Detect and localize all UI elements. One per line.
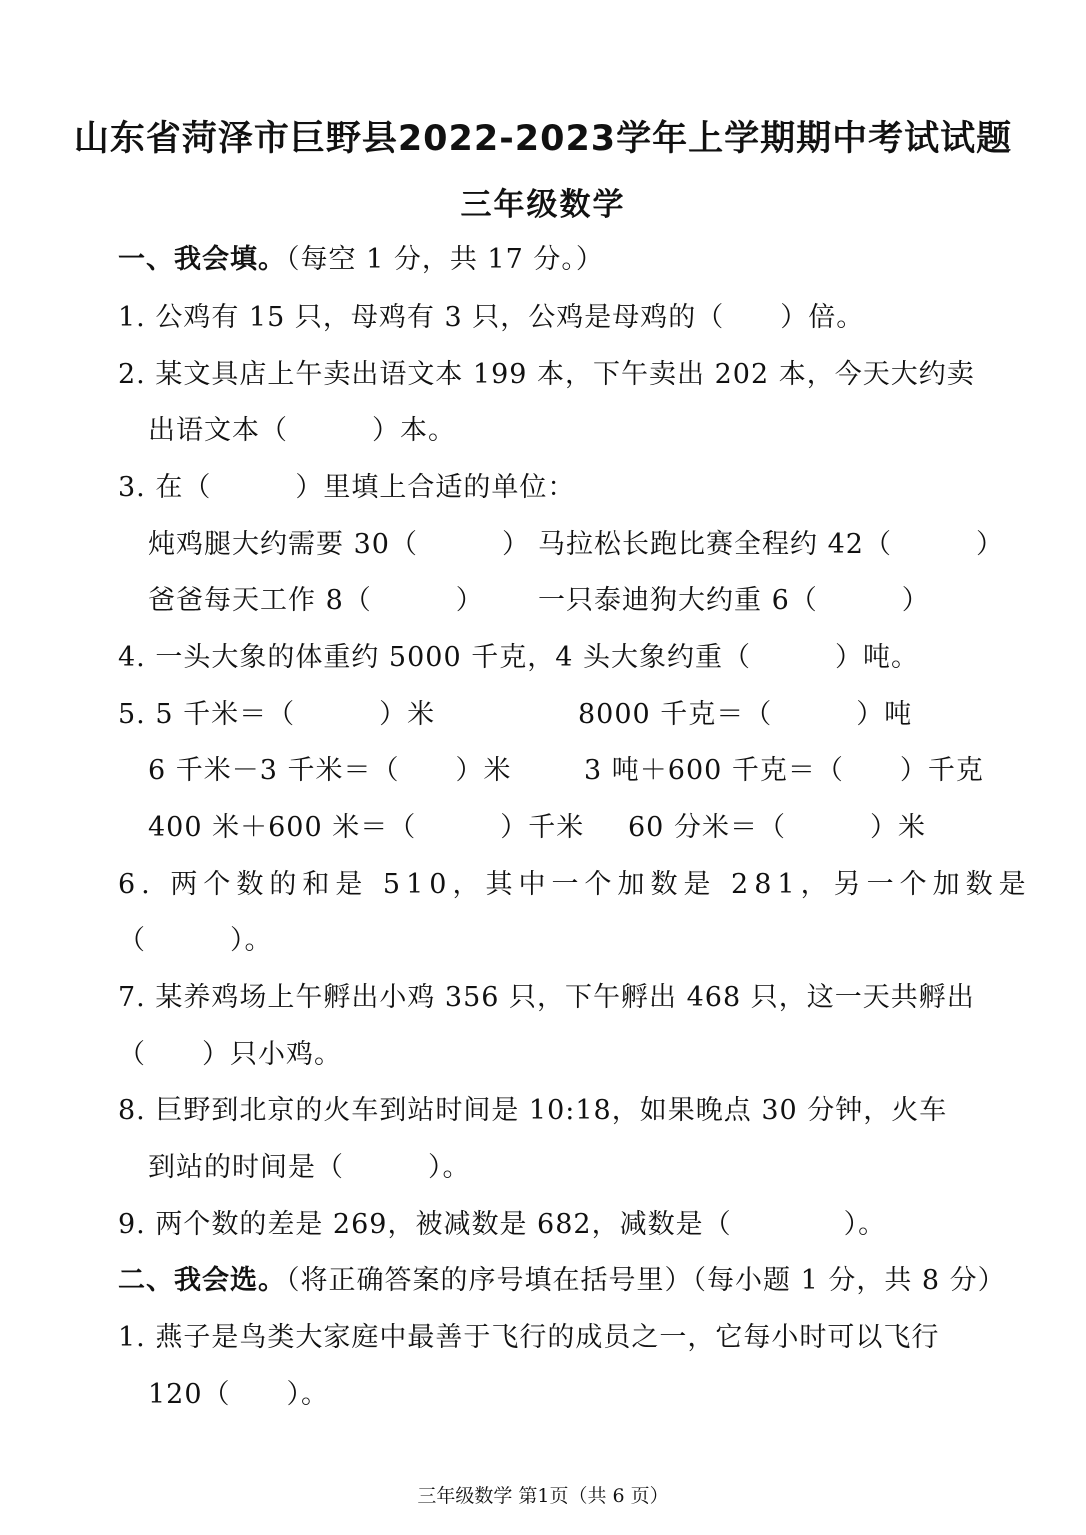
- question-1-3-item-c: 爸爸每天工作 8（ ）: [148, 585, 484, 616]
- question-1-3-item-b: 马拉松长跑比赛全程约 42（ ）: [538, 529, 1004, 560]
- question-1-5-item-d: 3 吨＋600 千克＝（ ）千克: [584, 755, 984, 786]
- question-1-1: 1. 公鸡有 15 只，母鸡有 3 只，公鸡是母鸡的（ ）倍。: [118, 302, 865, 333]
- question-1-5-item-f: 60 分米＝（ ）米: [628, 812, 926, 843]
- section-2-header: [118, 1267, 1006, 1294]
- question-1-3-item-d: 一只泰迪狗大约重 6（ ）: [538, 585, 930, 616]
- page-footer: 三年级数学 第1页（共 6 页）: [417, 1485, 669, 1507]
- question-1-2-line-1: 2. 某文具店上午卖出语文本 199 本，下午卖出 202 本，今天大约卖: [118, 359, 975, 390]
- section-1-heading: 一、我会填。: [118, 244, 286, 275]
- question-1-3: 3. 在（ ）里填上合适的单位：: [118, 472, 576, 503]
- question-1-2-line-2: 出语文本（ ）本。: [148, 415, 456, 446]
- section-2-heading: 二、我会选。: [118, 1265, 286, 1296]
- section-1-header: [118, 246, 604, 273]
- question-2-1-line-1: 1. 燕子是鸟类大家庭中最善于飞行的成员之一，它每小时可以飞行: [118, 1322, 940, 1353]
- question-1-6-line-1: 6. 两个数的和是 510，其中一个加数是 281，另一个加数是: [118, 869, 1032, 900]
- page-title: 山东省菏泽市巨野县2022-2023学年上学期期中考试试题: [73, 119, 1013, 159]
- section-1-scoring-note: （每空 1 分，共 17 分。）: [286, 244, 604, 275]
- question-1-5-item-c: 6 千米－3 千米＝（ ）米: [148, 755, 512, 786]
- question-1-7-line-1: 7. 某养鸡场上午孵出小鸡 356 只，下午孵出 468 只，这一天共孵出: [118, 982, 975, 1013]
- question-1-7-line-2: （ ）只小鸡。: [118, 1039, 342, 1070]
- question-1-6-line-2: （ ）。: [118, 925, 273, 956]
- question-1-5-item-a: 5. 5 千米＝（ ）米: [118, 699, 436, 730]
- question-1-3-item-a: 炖鸡腿大约需要 30（ ）: [148, 529, 530, 560]
- question-1-9: 9. 两个数的差是 269，被减数是 682，减数是（ ）。: [118, 1209, 887, 1240]
- question-1-8-line-1: 8. 巨野到北京的火车到站时间是 10:18，如果晚点 30 分钟，火车: [118, 1095, 948, 1126]
- question-1-5-item-e: 400 米＋600 米＝（ ）千米: [148, 812, 585, 843]
- question-1-8-line-2: 到站的时间是（ ）。: [148, 1152, 471, 1183]
- section-2-scoring-note: （将正确答案的序号填在括号里）（每小题 1 分，共 8 分）: [286, 1265, 1006, 1296]
- page-subtitle: 三年级数学: [460, 187, 626, 223]
- question-1-4: 4. 一头大象的体重约 5000 千克，4 头大象约重（ ）吨。: [118, 642, 919, 673]
- question-2-1-line-2: 120（ ）。: [148, 1379, 330, 1410]
- question-1-5-item-b: 8000 千克＝（ ）吨: [578, 699, 913, 730]
